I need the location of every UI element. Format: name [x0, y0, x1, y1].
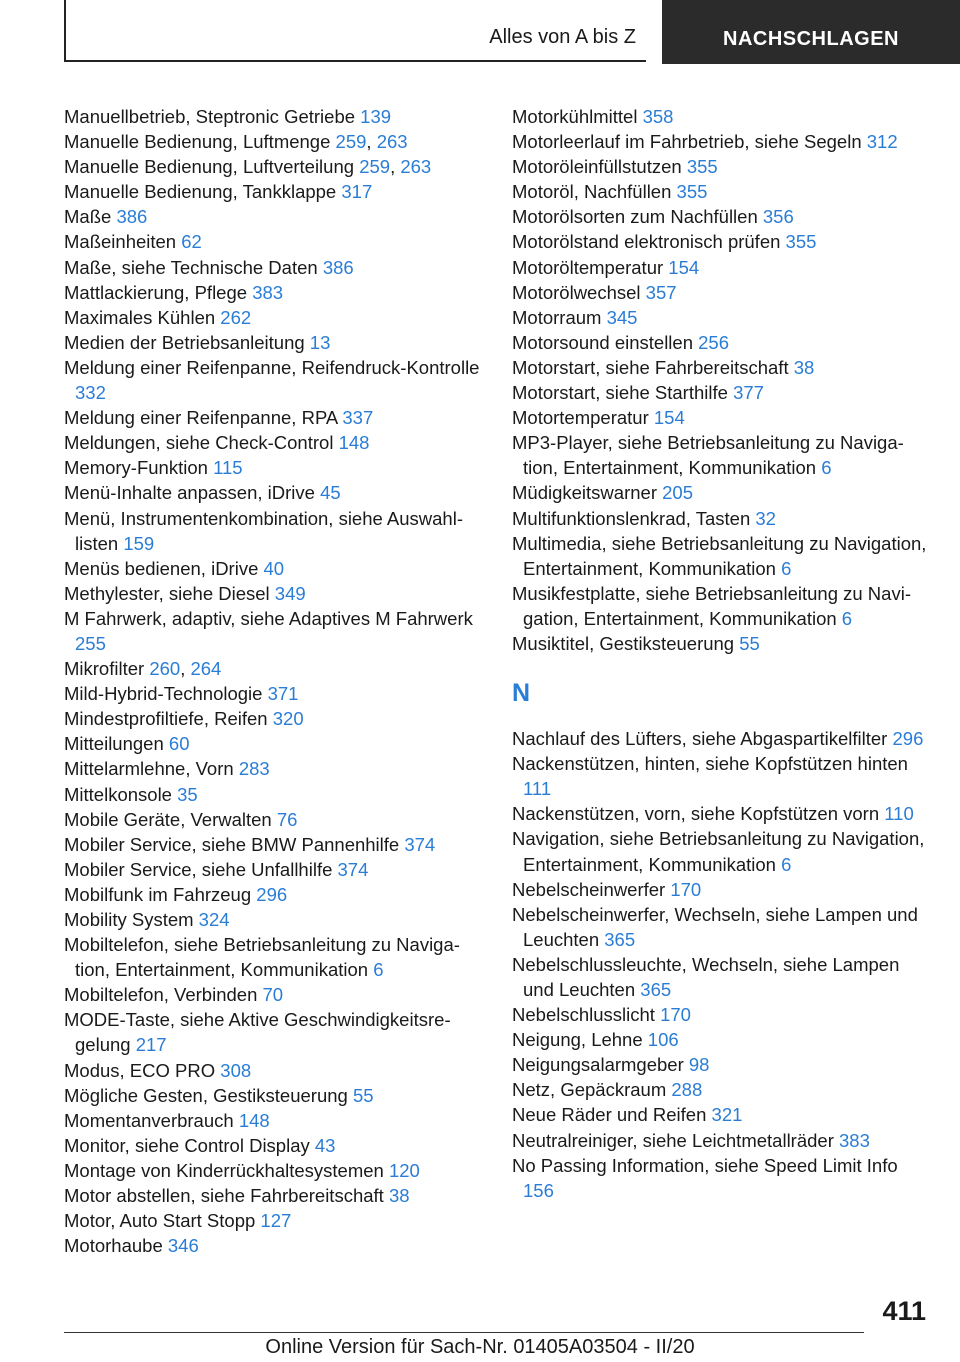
index-term: Motorstart, siehe Starthilfe [512, 382, 728, 404]
index-term: Mild-Hybrid-Technologie [64, 683, 263, 705]
index-term: Mobiler Service, siehe BMW Pannenhilfe [64, 833, 400, 855]
page-link[interactable]: 259 [335, 131, 367, 153]
index-term: Meldung einer Reifenpanne, Reifendruck-Kontrolle [64, 356, 480, 378]
page-link[interactable]: 60 [168, 733, 190, 755]
page-link[interactable]: 332 [75, 382, 106, 404]
page-link[interactable]: 377 [733, 382, 764, 404]
index-term: Meldungen, siehe Check-Control [64, 432, 334, 454]
index-term: Nackenstützen, vorn, siehe Kopfstützen vorn [512, 803, 880, 825]
index-term: Motorölstand elektronisch prüfen [512, 231, 781, 253]
index-term: Monitor, siehe Control Display [64, 1134, 310, 1156]
page-link[interactable]: 383 [839, 1129, 870, 1151]
page-link[interactable]: 337 [342, 407, 374, 429]
index-term: Mattlackierung, Pflege [64, 281, 248, 303]
index-term: Manuelle Bedienung, Tankklappe [64, 181, 337, 203]
index-entry [512, 154, 932, 179]
page-link[interactable]: 371 [267, 683, 299, 705]
index-entry [64, 1183, 484, 1208]
index-entry [64, 606, 484, 656]
index-entry: Manuelle Bedienung, Luftmenge 259, 263 [64, 131, 408, 153]
index-entry [64, 455, 484, 480]
page-link[interactable]: 262 [220, 306, 252, 328]
index-term: Müdigkeitswarner [512, 482, 657, 504]
index-term: Mitteilungen [64, 733, 164, 755]
index-entry [64, 280, 484, 305]
index-term: Netz, Gepäckraum [512, 1079, 667, 1101]
header-chapter-title: NACHSCHLAGEN [723, 28, 899, 50]
index-entry [512, 631, 932, 656]
index-term: Mittelarmlehne, Vorn [64, 758, 234, 780]
page-link[interactable]: 6 [373, 959, 384, 981]
index-entry [512, 581, 932, 631]
index-term: Mobilfunk im Fahrzeug [64, 883, 252, 905]
index-term: Montage von Kinderrückhaltesystemen [64, 1159, 384, 1181]
index-term: Momentanverbrauch [64, 1109, 234, 1131]
page-link[interactable]: 288 [671, 1079, 703, 1101]
section-letter: N [512, 679, 531, 708]
page-link[interactable]: 357 [645, 281, 677, 303]
index-term: MODE-Taste, siehe Aktive Geschwindigkeitsregelung [64, 1009, 451, 1056]
index-entry [64, 907, 484, 932]
index-entry [64, 1108, 484, 1133]
index-term: Nebelschlusslicht [512, 1004, 655, 1026]
index-term: Musiktitel, Gestiksteuerung [512, 632, 735, 654]
index-term: Musikfestplatte, siehe Betriebsanleitung zu Navigation, Entertainment, Kommunikation [512, 582, 911, 629]
page-link[interactable]: 346 [167, 1235, 199, 1257]
footer-online-version: Online Version für Sach-Nr. 01405A03504 - II/20 [265, 1336, 695, 1358]
index-entry [64, 480, 484, 505]
index-term: Modus, ECO PRO [64, 1059, 216, 1081]
index-entry [512, 1153, 932, 1203]
index-entry [64, 305, 484, 330]
index-entry [64, 1233, 484, 1258]
index-entry [512, 726, 932, 751]
index-term: No Passing Information, siehe Speed Limit Info [512, 1154, 898, 1176]
page-link[interactable]: 365 [604, 928, 636, 950]
index-term: Maße, siehe Technische Daten [64, 256, 318, 278]
index-entry [512, 952, 932, 1002]
page-link[interactable]: 6 [841, 607, 853, 629]
page-link[interactable]: 120 [388, 1159, 420, 1181]
index-term: Motorraum [512, 306, 602, 328]
index-term: Motoröleinfüllstutzen [512, 156, 682, 178]
index-term: Memory-Funktion [64, 457, 208, 479]
page-link[interactable]: 13 [309, 331, 331, 353]
index-entry [512, 229, 932, 254]
index-term: Maßeinheiten [64, 231, 177, 253]
index-entry [512, 355, 932, 380]
index-term: Maße [64, 206, 112, 228]
index-column-right [512, 104, 932, 1203]
index-entry [64, 104, 484, 129]
page-link[interactable]: 6 [821, 457, 832, 479]
index-term: Mobile Geräte, Verwalten [64, 808, 272, 830]
page-link[interactable]: 255 [75, 632, 106, 654]
index-entry [512, 330, 932, 355]
index-term: Motoröltemperatur [512, 256, 664, 278]
page-link[interactable]: 260 [149, 658, 181, 680]
page-link[interactable]: 320 [272, 708, 304, 730]
page-link[interactable]: 159 [123, 532, 155, 554]
page-link[interactable]: 296 [256, 883, 288, 905]
page-link[interactable]: 355 [686, 156, 718, 178]
page-number: 411 [882, 1296, 926, 1326]
page-link[interactable]: 40 [263, 557, 285, 579]
page-link[interactable]: 317 [341, 181, 373, 203]
index-term: Mikrofilter [64, 658, 145, 680]
index-term: Mobiltelefon, Verbinden [64, 984, 258, 1006]
index-entry [512, 129, 932, 154]
index-entry: Manuelle Bedienung, Luftverteilung 259, 263 [64, 156, 432, 178]
page-link[interactable]: 76 [276, 808, 298, 830]
page-link[interactable]: 374 [404, 833, 436, 855]
page-link[interactable]: 386 [116, 206, 148, 228]
index-term: Motoröl, Nachfüllen [512, 181, 672, 203]
index-term: Manuellbetrieb, Steptronic Getriebe [64, 106, 356, 127]
index-entry [512, 1002, 932, 1027]
page-header [64, 0, 960, 64]
page-link[interactable]: 374 [337, 858, 369, 880]
index-entry [64, 706, 484, 731]
index-term: Mobiler Service, siehe Unfallhilfe [64, 858, 333, 880]
index-term: Nachlauf des Lüfters, siehe Abgaspartikelfilter [512, 728, 888, 750]
page-link[interactable]: 35 [177, 783, 198, 805]
page-link[interactable]: 38 [388, 1185, 410, 1207]
index-term: Medien der Betriebsanleitung [64, 331, 305, 353]
header-chapter-box [662, 0, 960, 64]
index-entry [64, 982, 484, 1007]
index-entry [64, 229, 484, 254]
index-term: Meldung einer Reifenpanne, RPA [64, 407, 338, 429]
index-term: Maximales Kühlen [64, 306, 216, 328]
page-link[interactable]: 154 [668, 256, 700, 278]
page-link[interactable]: 383 [252, 281, 284, 303]
index-term: Multifunktionslenkrad, Tasten [512, 507, 751, 529]
index-term: Menüs bedienen, iDrive [64, 557, 259, 579]
index-group-m [512, 104, 932, 656]
page-link[interactable]: 43 [314, 1134, 336, 1156]
index-entry [64, 681, 484, 706]
page-link[interactable]: 264 [190, 658, 222, 680]
index-term: Motorhaube [64, 1235, 163, 1257]
index-entry [64, 204, 484, 229]
index-term: M Fahrwerk, adaptiv, siehe Adaptives M Fahrwerk [64, 607, 473, 629]
index-term: Neue Räder und Reifen [512, 1104, 707, 1126]
index-term: Methylester, siehe Diesel [64, 582, 270, 604]
page-link[interactable]: 170 [670, 878, 702, 900]
index-entry [64, 782, 484, 807]
page-link[interactable]: 110 [884, 803, 914, 825]
index-term: Mindestprofiltiefe, Reifen [64, 708, 268, 730]
page-link[interactable]: 111 [523, 778, 552, 800]
index-entry [512, 506, 932, 531]
index-entry [64, 932, 484, 982]
index-entry [512, 1027, 932, 1052]
page-link[interactable]: 308 [220, 1059, 252, 1081]
index-entry [512, 902, 932, 952]
index-entry [64, 1208, 484, 1233]
index-entry [64, 1007, 484, 1057]
page-link[interactable]: 6 [781, 557, 792, 579]
index-entry [512, 179, 932, 204]
index-term: Menü-Inhalte anpassen, iDrive [64, 482, 315, 504]
page-link[interactable]: 349 [274, 582, 306, 604]
index-entry [512, 255, 932, 280]
footer-divider [64, 1332, 864, 1333]
index-entry [64, 1158, 484, 1183]
index-entry [64, 556, 484, 581]
page-link[interactable]: 312 [866, 131, 898, 153]
page-link[interactable]: 256 [698, 331, 730, 353]
page-link[interactable]: 324 [198, 909, 230, 930]
index-term: Mobiltelefon, siehe Betriebsanleitung zu Navigation, Entertainment, Kommunikation [64, 934, 460, 981]
page-link[interactable]: 259 [359, 156, 391, 178]
page-link[interactable]: 6 [781, 853, 792, 875]
index-term: Motorölsorten zum Nachfüllen [512, 206, 758, 228]
index-term: Menü, Instrumentenkombination, siehe Auswahllisten [64, 507, 464, 554]
index-term: Nebelscheinwerfer [512, 878, 666, 900]
page-link[interactable]: 38 [793, 356, 815, 378]
index-term: Motorkühlmittel [512, 106, 638, 127]
index-entry [512, 826, 932, 876]
page-link[interactable]: 263 [400, 156, 432, 178]
page-link[interactable]: 156 [523, 1179, 554, 1201]
index-term: Motorleerlauf im Fahrbetrieb, siehe Segeln [512, 131, 862, 153]
page-link[interactable]: 356 [762, 206, 794, 228]
index-term: Motor abstellen, siehe Fahrbereitschaft [64, 1185, 384, 1207]
page-link[interactable]: 263 [376, 131, 408, 153]
page-link[interactable]: 148 [238, 1109, 270, 1131]
index-term: Motor, Auto Start Stopp [64, 1210, 256, 1232]
page-link[interactable]: 115 [213, 457, 243, 479]
index-term: Multimedia, siehe Betriebsanleitung zu Navigation, Entertainment, Kommunikation [512, 532, 927, 579]
index-entry [512, 877, 932, 902]
index-entry [512, 305, 932, 330]
page-link[interactable]: 55 [352, 1084, 374, 1106]
page-link[interactable]: 55 [739, 632, 760, 654]
index-entry [512, 430, 932, 480]
index-entry [64, 731, 484, 756]
page-link[interactable]: 70 [262, 984, 284, 1006]
index-entry [512, 531, 932, 581]
index-term: Motorstart, siehe Fahrbereitschaft [512, 356, 789, 378]
index-entry [64, 756, 484, 781]
page-link[interactable]: 205 [662, 482, 693, 504]
page-link[interactable]: 32 [755, 507, 776, 529]
index-entry [64, 179, 484, 204]
index-term: MP3-Player, siehe Betriebsanleitung zu Navigation, Entertainment, Kommunikation [512, 432, 904, 479]
index-entry [64, 1133, 484, 1158]
page-link[interactable]: 62 [181, 231, 202, 253]
page-link[interactable]: 98 [688, 1054, 710, 1076]
header-section-box [64, 0, 646, 62]
index-entry [512, 480, 932, 505]
index-entry [512, 801, 932, 826]
index-entry [64, 430, 484, 455]
page-link[interactable]: 217 [135, 1034, 167, 1056]
index-entry [64, 506, 484, 556]
index-group-n [512, 726, 932, 1203]
index-term: Motorölwechsel [512, 281, 641, 303]
header-section-title: Alles von A bis Z [489, 26, 636, 48]
index-entry [64, 857, 484, 882]
index-entry [64, 832, 484, 857]
page-link[interactable]: 321 [711, 1104, 743, 1126]
index-entry [64, 330, 484, 355]
index-entry [64, 581, 484, 606]
index-entry [512, 1052, 932, 1077]
index-entry [512, 204, 932, 229]
page-link[interactable]: 345 [606, 306, 638, 328]
index-term: Motorsound einstellen [512, 331, 693, 353]
index-entry [512, 405, 932, 430]
index-entry [64, 255, 484, 280]
index-term: Mögliche Gesten, Gestiksteuerung [64, 1084, 348, 1106]
page-link[interactable]: 127 [260, 1210, 292, 1232]
index-entry [64, 405, 484, 430]
index-term: Neigungsalarmgeber [512, 1054, 684, 1076]
index-entry [64, 1083, 484, 1108]
page-link[interactable]: 283 [238, 758, 270, 780]
index-entry [512, 280, 932, 305]
index-entry [64, 355, 484, 405]
page-link[interactable]: 148 [338, 432, 370, 454]
page-link[interactable]: 365 [640, 979, 672, 1000]
index-entry [512, 751, 932, 801]
page-link[interactable]: 296 [892, 728, 924, 750]
page-link[interactable]: 106 [647, 1029, 679, 1051]
page-link[interactable]: 154 [653, 407, 685, 429]
index-term: Nackenstützen, hinten, siehe Kopfstützen hinten [512, 753, 908, 775]
index-term: Neigung, Lehne [512, 1029, 643, 1051]
index-column-left [64, 104, 484, 1258]
index-term: Neutralreiniger, siehe Leichtmetallräder [512, 1129, 834, 1151]
page-link[interactable]: 170 [660, 1004, 691, 1026]
index-entry [512, 1077, 932, 1102]
index-entry [512, 1102, 932, 1127]
page-link[interactable]: 139 [360, 106, 392, 127]
index-entry [64, 882, 484, 907]
index-entry [64, 1058, 484, 1083]
index-term: Manuelle Bedienung, Luftverteilung [64, 156, 355, 178]
index-entry [512, 104, 932, 129]
index-term: Mittelkonsole [64, 783, 172, 805]
page-link[interactable]: 355 [676, 181, 708, 203]
page-link[interactable]: 358 [642, 106, 674, 127]
index-term: Nebelscheinwerfer, Wechseln, siehe Lampen und Leuchten [512, 903, 918, 950]
index-term: Manuelle Bedienung, Luftmenge [64, 131, 331, 153]
page-link[interactable]: 386 [322, 256, 354, 278]
page-link[interactable]: 45 [320, 482, 341, 504]
index-term: Navigation, siehe Betriebsanleitung zu Navigation, Entertainment, Kommunikation [512, 828, 925, 875]
index-entry: Mikrofilter 260, 264 [64, 658, 222, 680]
index-term: Mobility System [64, 909, 194, 930]
page-link[interactable]: 355 [785, 231, 817, 253]
index-entry [64, 807, 484, 832]
index-entry [512, 380, 932, 405]
index-term: Motortemperatur [512, 407, 649, 429]
index-term: Nebelschlussleuchte, Wechseln, siehe Lampen und Leuchten [512, 953, 900, 1000]
index-entry [512, 1128, 932, 1153]
